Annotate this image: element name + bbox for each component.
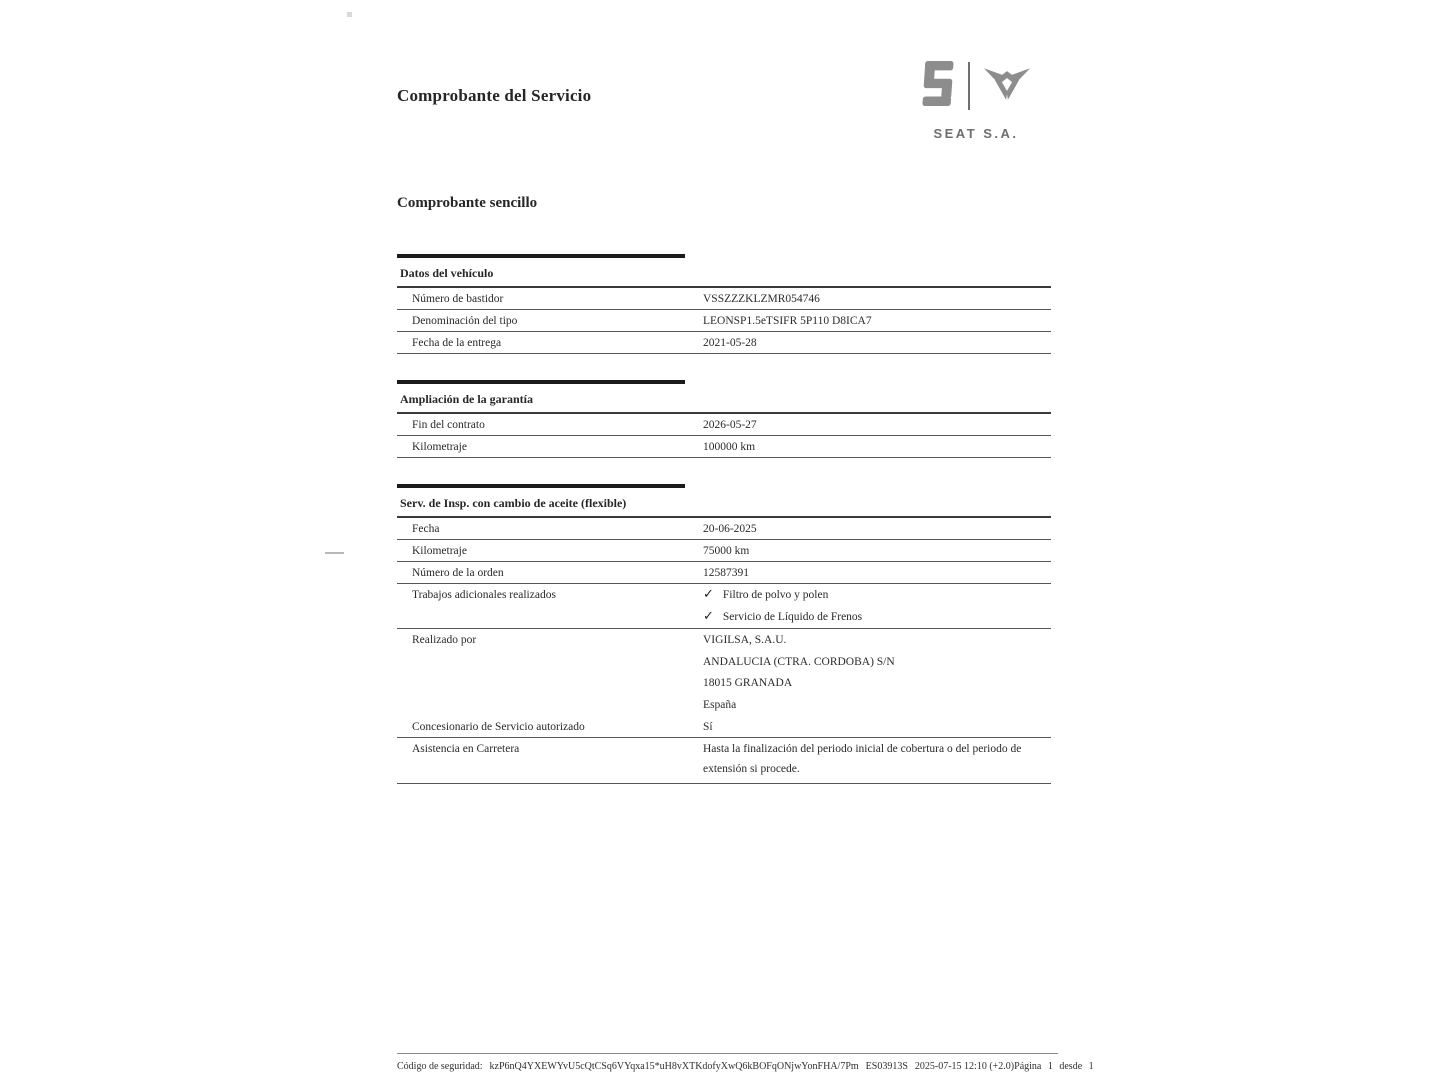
section-heading: Datos del vehículo [397, 265, 1051, 288]
section-inspection-service [397, 484, 1051, 784]
row-label: Kilometraje [412, 545, 467, 557]
row-value: 75000 km [703, 545, 750, 557]
row-value: VSSZZZKLZMR054746 [703, 293, 820, 305]
fold-mark-artifact [325, 552, 344, 554]
row-label: Realizado por [412, 634, 477, 646]
footer-security-info [397, 1061, 1014, 1072]
row-label: Kilometraje [412, 441, 467, 453]
row-value: Hasta la finalización del periodo inicial de cobertura o del periodo de extensión si procede. [703, 742, 1022, 775]
row-value: Sí [703, 720, 713, 733]
footer [397, 1061, 1094, 1072]
row-label: Fecha de la entrega [412, 337, 502, 349]
row-label: Fecha [412, 523, 440, 535]
row-value: LEONSP1.5eTSIFR 5P110 D8ICA7 [703, 315, 872, 327]
checklist-item [703, 611, 1051, 623]
row-value: 100000 km [703, 441, 756, 453]
checkmark-icon: ✓ [703, 587, 714, 602]
seat-s-icon [921, 61, 955, 112]
section-header-bar [397, 484, 685, 488]
row-label: Fin del contrato [412, 419, 485, 431]
security-code-value: kzP6nQ4YXEWYvU5cQtCSq6VYqxa15*uH8vXTKdofyXwQ6kBOFqONjwYonFHA/7Pm [489, 1061, 859, 1072]
row-label: Trabajos adicionales realizados [412, 589, 556, 601]
company-name: SEAT S.A. [933, 126, 1019, 141]
check-item-label: Filtro de polvo y polen [722, 589, 829, 601]
row-value: 20-06-2025 [703, 523, 757, 535]
document-title: Comprobante del Servicio [397, 86, 592, 105]
address-line: 18015 GRANADA [703, 677, 793, 689]
table-row [397, 414, 1051, 436]
table-row [397, 716, 1051, 738]
scan-dot-artifact [347, 12, 352, 17]
row-label: Número de bastidor [412, 293, 504, 305]
section-heading: Ampliación de la garantía [397, 391, 1051, 414]
row-value: 12587391 [703, 567, 749, 579]
footer-divider [397, 1053, 1058, 1054]
row-value: 2026-05-27 [703, 419, 757, 431]
checkmark-icon: ✓ [703, 609, 714, 624]
address-line: VIGILSA, S.A.U. [703, 634, 787, 646]
row-value [703, 634, 1051, 712]
row-label: Denominación del tipo [412, 315, 518, 327]
checklist-item [703, 589, 1051, 601]
timestamp: 2025-07-15 12:10 (+2.0) [914, 1061, 1015, 1072]
table-row [397, 738, 1051, 784]
section-header-bar [397, 380, 685, 384]
service-report-table [397, 254, 1051, 810]
cupra-icon [983, 64, 1031, 109]
doc-code: ES03913S [865, 1061, 908, 1072]
table-row [397, 629, 1051, 716]
address-line: España [703, 698, 737, 711]
document-subtitle: Comprobante sencillo [397, 195, 538, 211]
table-row [397, 332, 1051, 354]
table-row [397, 540, 1051, 562]
row-label: Concesionario de Servicio autorizado [412, 720, 585, 733]
table-row [397, 584, 1051, 629]
row-label: Asistencia en Carretera [412, 742, 520, 755]
logo-icons [921, 60, 1031, 112]
row-label: Número de la orden [412, 567, 504, 579]
address-line: ANDALUCIA (CTRA. CORDOBA) S/N [703, 655, 895, 668]
section-vehicle-data [397, 254, 1051, 354]
check-item-label: Servicio de Líquido de Frenos [722, 611, 863, 623]
section-warranty-extension [397, 380, 1051, 458]
table-row [397, 562, 1051, 584]
table-row [397, 518, 1051, 540]
brand-logo-block [906, 60, 1046, 141]
logo-divider [968, 62, 970, 110]
section-header-bar [397, 254, 685, 258]
row-value [703, 589, 1051, 624]
table-row [397, 288, 1051, 310]
section-heading: Serv. de Insp. con cambio de aceite (flexible) [397, 495, 1051, 518]
table-row [397, 436, 1051, 458]
page-indicator: Página 1 desde 1 [1014, 1061, 1094, 1072]
row-value: 2021-05-28 [703, 337, 757, 349]
table-row [397, 310, 1051, 332]
security-code-label: Código de seguridad: [397, 1061, 483, 1072]
